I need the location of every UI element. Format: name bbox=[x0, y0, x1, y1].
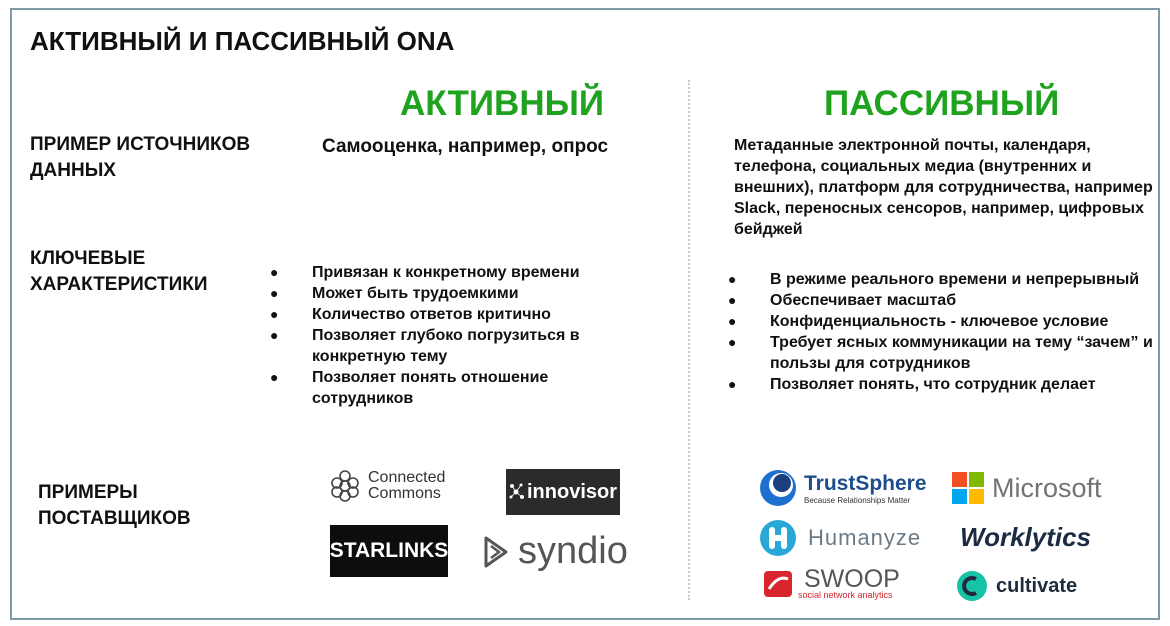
swoop-mark-icon bbox=[764, 569, 794, 599]
list-item: ● Может быть трудоемкими bbox=[270, 285, 519, 302]
humanyze-logo bbox=[758, 518, 921, 558]
syndio-logo bbox=[480, 530, 628, 573]
bullet-icon: ● bbox=[728, 292, 737, 308]
network-dots-icon bbox=[509, 482, 525, 502]
trustsphere-wordmark bbox=[804, 472, 927, 505]
characteristics-row-label: КЛЮЧЕВЫЕ ХАРАКТЕРИСТИКИ bbox=[30, 248, 208, 295]
bullet-icon: ● bbox=[270, 264, 279, 280]
trustsphere-name: TrustSphere bbox=[804, 471, 927, 495]
starlinks-name: STARLINKS bbox=[329, 539, 449, 562]
bullet-icon: ● bbox=[270, 327, 279, 343]
passive-data-source: Метаданные электронной почты, календаря, телефона, социальных медиа (внутренних и внешних), платформ для сотрудничества, например Slack, переносных сенсоров, например, цифровых бейджей bbox=[734, 137, 1153, 238]
list-item: ● Количество ответов критично bbox=[270, 306, 551, 323]
list-item: ● Обеспечивает масштаб bbox=[728, 292, 957, 309]
column-divider bbox=[688, 80, 690, 600]
sphere-icon bbox=[758, 468, 798, 508]
syndio-name: syndio bbox=[518, 530, 628, 572]
swoop-wordmark bbox=[798, 565, 900, 600]
passive-heading: ПАССИВНЫЙ bbox=[824, 84, 1060, 123]
trustsphere-logo bbox=[758, 468, 927, 508]
cultivate-mark-icon bbox=[956, 570, 988, 602]
bullet-icon: ● bbox=[270, 306, 279, 322]
bullet-icon: ● bbox=[728, 313, 737, 329]
bullet-icon: ● bbox=[728, 334, 737, 350]
list-item: ● Позволяет понять, что сотрудник делает bbox=[728, 376, 1096, 393]
active-characteristics-list bbox=[270, 262, 630, 409]
play-arrow-icon bbox=[480, 534, 512, 570]
bullet-icon: ● bbox=[270, 369, 279, 385]
sources-row-label: ПРИМЕР ИСТОЧНИКОВ ДАННЫХ bbox=[30, 134, 251, 181]
windows-squares-icon bbox=[952, 472, 984, 504]
list-item: ● Позволяет глубоко погрузиться в конкретную тему bbox=[270, 327, 580, 365]
bullet-icon: ● bbox=[728, 376, 737, 392]
active-data-source: Самооценка, например, опрос bbox=[322, 136, 609, 157]
worklytics-logo bbox=[960, 522, 1091, 553]
cultivate-logo bbox=[956, 570, 1077, 602]
slide-title: АКТИВНЫЙ И ПАССИВНЫЙ ONA bbox=[30, 26, 455, 56]
active-heading: АКТИВНЫЙ bbox=[400, 84, 605, 123]
microsoft-logo bbox=[952, 472, 1102, 504]
hexagon-cluster-icon bbox=[330, 470, 360, 502]
list-item: ● Конфиденциальность - ключевое условие bbox=[728, 313, 1109, 330]
innovisor-logo bbox=[506, 469, 620, 515]
cultivate-name: cultivate bbox=[996, 574, 1078, 597]
bullet-icon: ● bbox=[270, 285, 279, 301]
swoop-tagline: social network analytics bbox=[798, 590, 893, 600]
swoop-logo bbox=[764, 565, 900, 600]
worklytics-name: Worklytics bbox=[960, 522, 1092, 552]
passive-characteristics-list bbox=[728, 269, 1158, 395]
bullet-icon: ● bbox=[728, 271, 737, 287]
list-item: ● Позволяет понять отношение сотрудников bbox=[270, 369, 549, 407]
connected-commons-logo bbox=[330, 470, 458, 502]
list-item: ● Требует ясных коммуникации на тему “зачем” и пользы для сотрудников bbox=[728, 334, 1153, 372]
connected-commons-name: Connected Commons bbox=[368, 469, 446, 502]
humanyze-mark-icon bbox=[758, 518, 798, 558]
microsoft-name: Microsoft bbox=[992, 472, 1102, 503]
trustsphere-tagline: Because Relationships Matter bbox=[804, 495, 911, 505]
starlinks-logo bbox=[330, 525, 448, 577]
swoop-name: SWOOP bbox=[804, 565, 900, 593]
innovisor-name: innovisor bbox=[526, 480, 617, 503]
vendors-row-label: ПРИМЕРЫ ПОСТАВЩИКОВ bbox=[38, 482, 191, 529]
humanyze-name: Humanyze bbox=[808, 525, 922, 550]
list-item: ● В режиме реального времени и непрерывный bbox=[728, 271, 1140, 288]
list-item: ● Привязан к конкретному времени bbox=[270, 264, 580, 281]
